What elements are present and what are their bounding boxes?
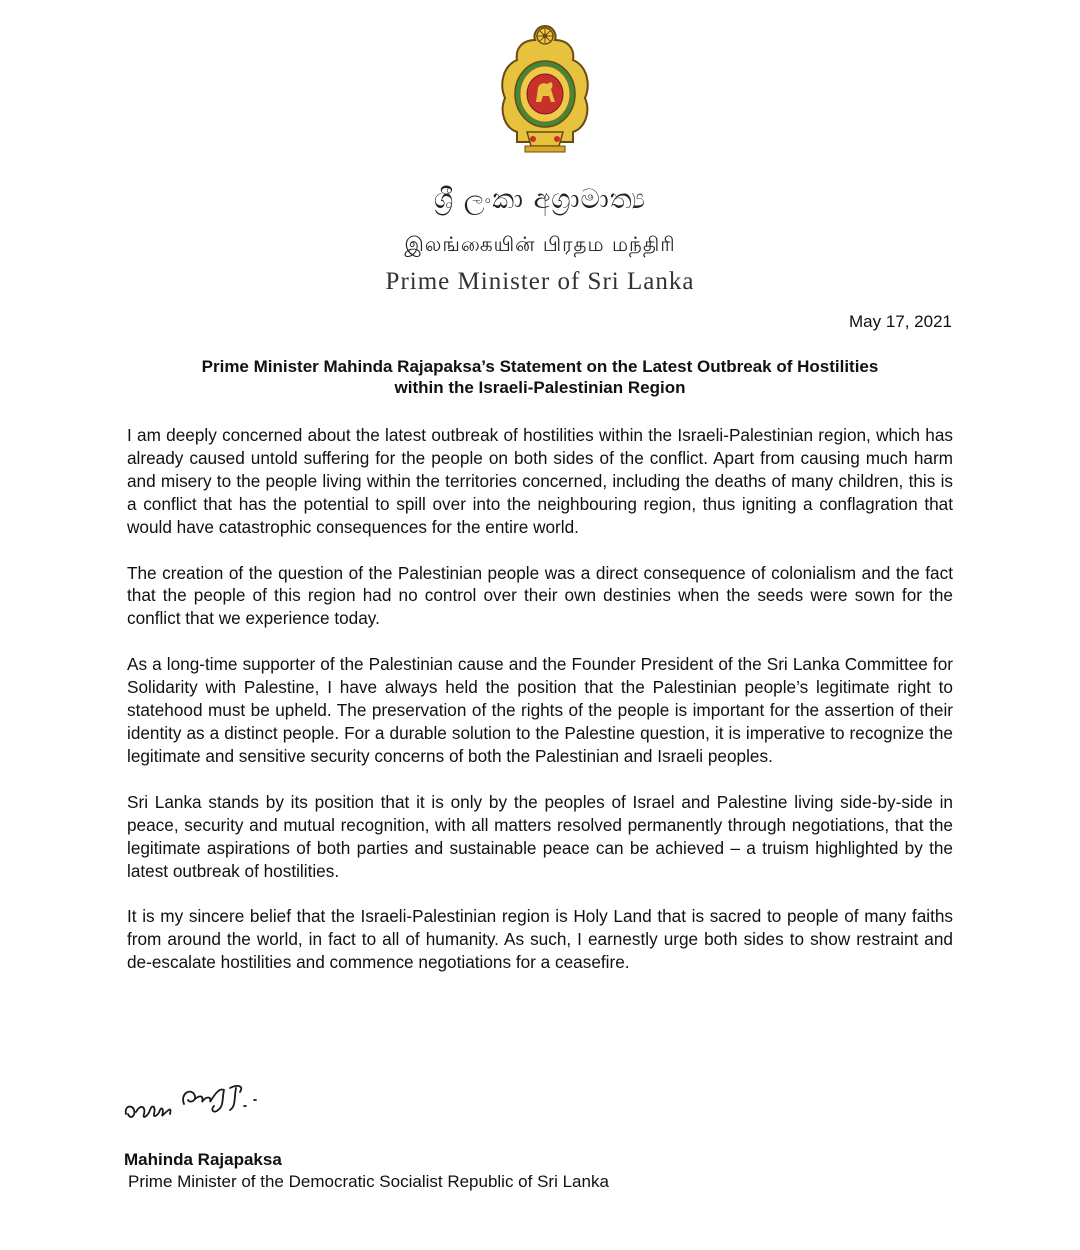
statement-title — [0, 356, 1080, 398]
statement-title-line-1: Prime Minister Mahinda Rajapaksa’s Statement on the Latest Outbreak of Hostilities — [201, 357, 879, 376]
letterhead-english-title: Prime Minister of Sri Lanka — [385, 268, 695, 295]
letterhead-sinhala-title: ශ්‍රී ලංකා අග්‍රාමාත්‍ය — [433, 184, 647, 215]
letterhead-tamil-title: இலங்கையின் பிரதம மந்திரி — [404, 232, 676, 256]
signature-icon — [120, 1070, 300, 1130]
paragraph-1: I am deeply concerned about the latest outbreak of hostilities within the Israeli-Palestinian region, which has already caused untold suffering for the people on both sides of the conflict. Apart from causing much harm and misery to the people living within the territories concerned, including the deaths of many children, this is a conflict that has the potential to spill over into the neighbouring region, thus igniting a conflagration that would have catastrophic consequences for the entire world. — [127, 425, 953, 537]
handwritten-signature — [120, 1070, 300, 1130]
statement-title-line-2: within the Israeli-Palestinian Region — [394, 378, 686, 397]
letter-date: May 17, 2021 — [848, 312, 952, 331]
signer-title: Prime Minister of the Democratic Socialist Republic of Sri Lanka — [128, 1172, 609, 1191]
emblem-icon — [495, 22, 595, 162]
statement-body — [127, 424, 953, 997]
paragraph-4: Sri Lanka stands by its position that it is only by the peoples of Israel and Palestine living side-by-side in peace, security and mutual recognition, with all matters resolved permanently through negotiations, that the legitimate aspirations of both parties and sustainable peace can be achieved – a truism highlighted by the latest outbreak of hostilities. — [127, 791, 953, 881]
paragraph-5: It is my sincere belief that the Israeli-Palestinian region is Holy Land that is sacred to people of many faiths from around the world, in fact to all of humanity. As such, I earnestly urge both sides to show restraint and de-escalate hostilities and commence negotiations for a ceasefire. — [127, 906, 953, 973]
signer-name: Mahinda Rajapaksa — [124, 1150, 282, 1169]
state-emblem — [495, 22, 595, 162]
paragraph-2: The creation of the question of the Palestinian people was a direct consequence of colonialism and the fact that the people of this region had no control over their own destinies when the seeds were sown for the conflict that we experience today. — [127, 562, 953, 629]
paragraph-3: As a long-time supporter of the Palestinian cause and the Founder President of the Sri Lanka Committee for Solidarity with Palestine, I have always held the position that the Palestinian people’s legitimate right to statehood must be upheld. The preservation of the rights of the people is important for the assertion of their identity as a distinct people. For a durable solution to the Palestine question, it is imperative to recognize the legitimate and sensitive security concerns of both the Palestinian and Israeli peoples. — [127, 654, 953, 766]
